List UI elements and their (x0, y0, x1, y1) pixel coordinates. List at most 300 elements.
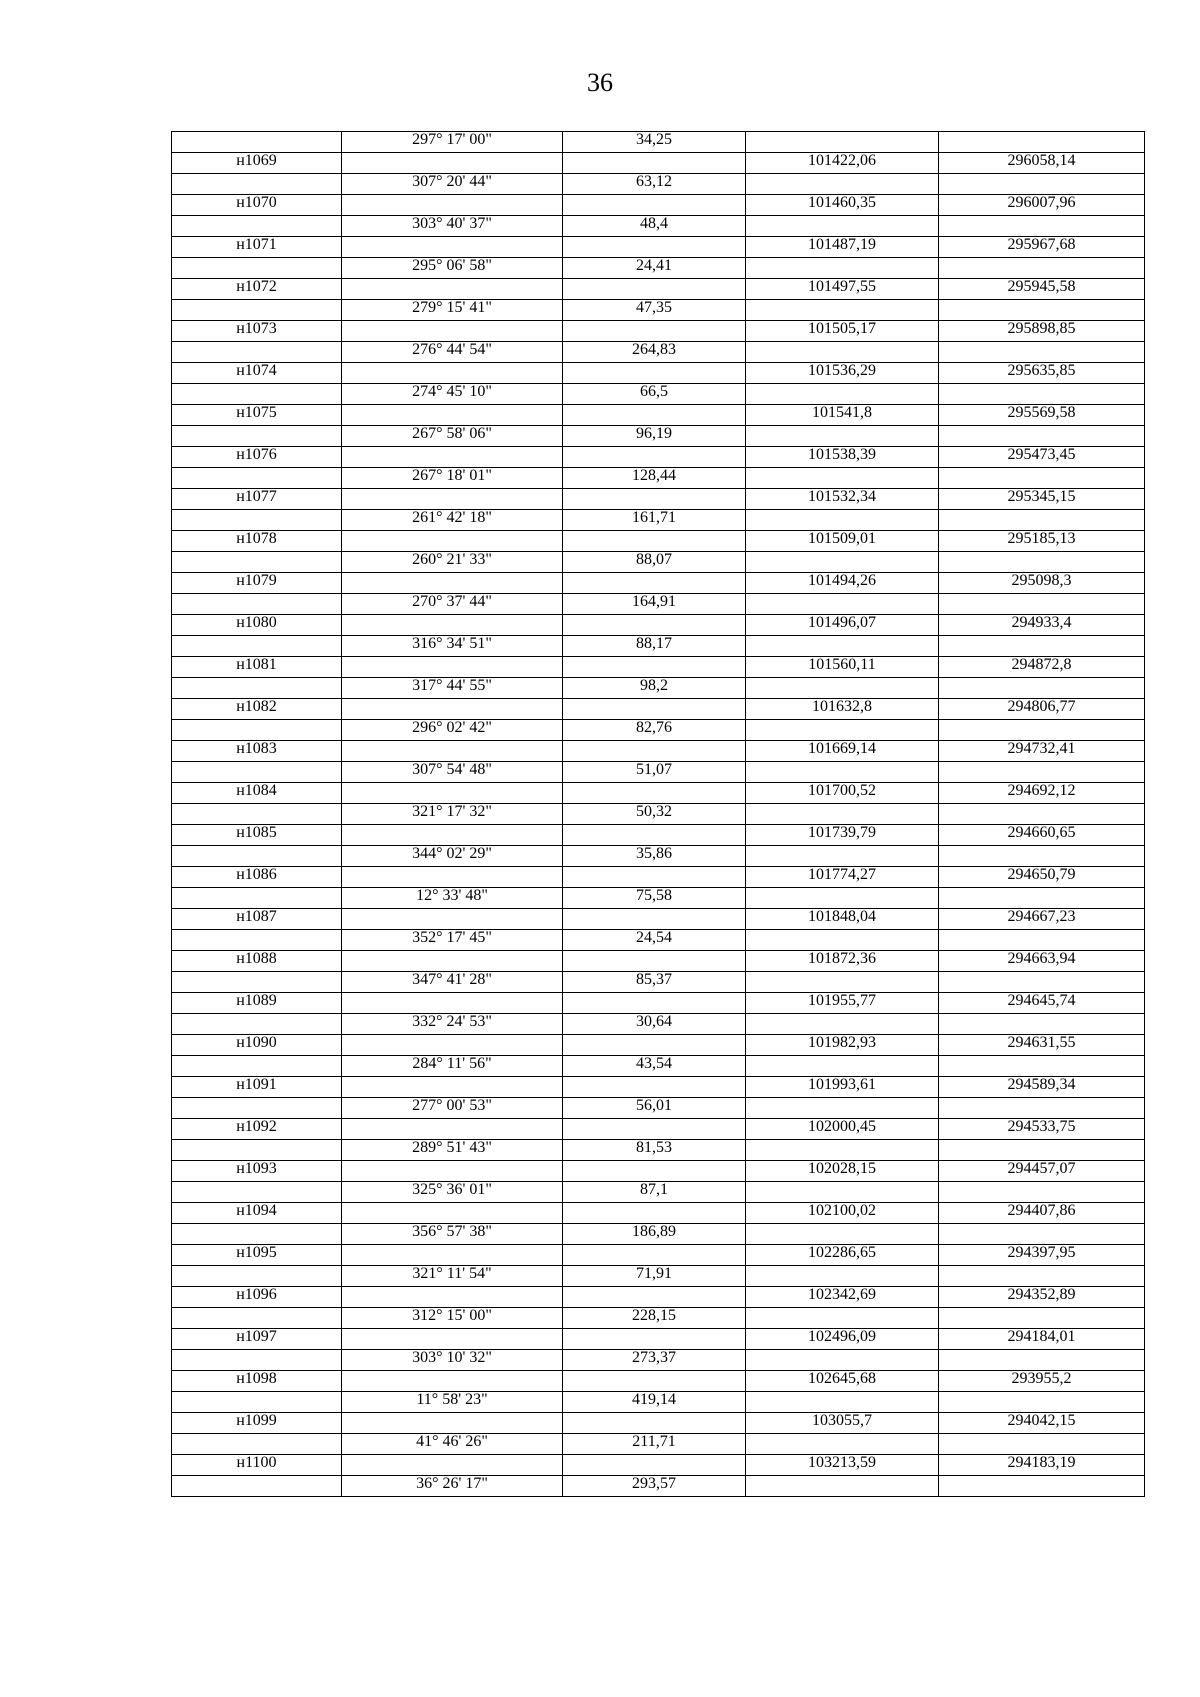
x-coordinate-cell: 101460,35 (746, 195, 939, 216)
direction-angle-cell (342, 993, 563, 1014)
direction-angle-cell (342, 1119, 563, 1140)
y-coordinate-cell (939, 678, 1145, 699)
y-coordinate-cell: 294645,74 (939, 993, 1145, 1014)
y-coordinate-cell: 295967,68 (939, 237, 1145, 258)
direction-angle-cell (342, 363, 563, 384)
x-coordinate-cell (746, 552, 939, 573)
y-coordinate-cell (939, 216, 1145, 237)
segment-length-cell: 164,91 (563, 594, 746, 615)
y-coordinate-cell (939, 552, 1145, 573)
x-coordinate-cell (746, 342, 939, 363)
direction-angle-cell: 303° 40' 37" (342, 216, 563, 237)
x-coordinate-cell: 101541,8 (746, 405, 939, 426)
point-name-cell: н1082 (172, 699, 342, 720)
point-name-cell: н1094 (172, 1203, 342, 1224)
table-row (172, 657, 1145, 678)
table-row (172, 195, 1145, 216)
segment-length-cell: 264,83 (563, 342, 746, 363)
y-coordinate-cell: 295185,13 (939, 531, 1145, 552)
segment-length-cell: 43,54 (563, 1056, 746, 1077)
direction-angle-cell: 317° 44' 55" (342, 678, 563, 699)
point-name-cell: н1097 (172, 1329, 342, 1350)
table-row (172, 636, 1145, 657)
point-name-cell (172, 636, 342, 657)
x-coordinate-cell (746, 1056, 939, 1077)
direction-angle-cell (342, 1371, 563, 1392)
table-row (172, 930, 1145, 951)
x-coordinate-cell (746, 468, 939, 489)
table-row (172, 678, 1145, 699)
direction-angle-cell: 344° 02' 29" (342, 846, 563, 867)
x-coordinate-cell (746, 720, 939, 741)
table-row (172, 699, 1145, 720)
y-coordinate-cell (939, 720, 1145, 741)
point-name-cell (172, 384, 342, 405)
x-coordinate-cell (746, 510, 939, 531)
y-coordinate-cell: 295635,85 (939, 363, 1145, 384)
y-coordinate-cell: 294042,15 (939, 1413, 1145, 1434)
segment-length-cell: 66,5 (563, 384, 746, 405)
segment-length-cell: 63,12 (563, 174, 746, 195)
point-name-cell: н1076 (172, 447, 342, 468)
y-coordinate-cell: 294667,23 (939, 909, 1145, 930)
y-coordinate-cell: 295098,3 (939, 573, 1145, 594)
point-name-cell (172, 1098, 342, 1119)
segment-length-cell: 50,32 (563, 804, 746, 825)
y-coordinate-cell: 293955,2 (939, 1371, 1145, 1392)
direction-angle-cell: 296° 02' 42" (342, 720, 563, 741)
direction-angle-cell: 325° 36' 01" (342, 1182, 563, 1203)
segment-length-cell: 419,14 (563, 1392, 746, 1413)
point-name-cell (172, 720, 342, 741)
direction-angle-cell (342, 615, 563, 636)
segment-length-cell (563, 1245, 746, 1266)
direction-angle-cell: 347° 41' 28" (342, 972, 563, 993)
direction-angle-cell (342, 405, 563, 426)
table-row (172, 1413, 1145, 1434)
y-coordinate-cell (939, 1014, 1145, 1035)
x-coordinate-cell (746, 1224, 939, 1245)
direction-angle-cell: 274° 45' 10" (342, 384, 563, 405)
segment-length-cell: 82,76 (563, 720, 746, 741)
point-name-cell: н1075 (172, 405, 342, 426)
direction-angle-cell: 270° 37' 44" (342, 594, 563, 615)
point-name-cell (172, 426, 342, 447)
x-coordinate-cell (746, 384, 939, 405)
y-coordinate-cell: 294352,89 (939, 1287, 1145, 1308)
direction-angle-cell (342, 1077, 563, 1098)
segment-length-cell (563, 279, 746, 300)
point-name-cell (172, 1056, 342, 1077)
point-name-cell: н1073 (172, 321, 342, 342)
x-coordinate-cell (746, 762, 939, 783)
x-coordinate-cell (746, 804, 939, 825)
direction-angle-cell (342, 1287, 563, 1308)
segment-length-cell: 161,71 (563, 510, 746, 531)
y-coordinate-cell (939, 426, 1145, 447)
direction-angle-cell: 41° 46' 26" (342, 1434, 563, 1455)
table-row (172, 1077, 1145, 1098)
table-row (172, 363, 1145, 384)
direction-angle-cell (342, 1329, 563, 1350)
y-coordinate-cell (939, 594, 1145, 615)
table-row (172, 573, 1145, 594)
segment-length-cell: 34,25 (563, 132, 746, 153)
segment-length-cell (563, 1413, 746, 1434)
y-coordinate-cell (939, 132, 1145, 153)
x-coordinate-cell (746, 846, 939, 867)
table-row (172, 1392, 1145, 1413)
table-row (172, 531, 1145, 552)
segment-length-cell: 87,1 (563, 1182, 746, 1203)
segment-length-cell (563, 1287, 746, 1308)
y-coordinate-cell: 296007,96 (939, 195, 1145, 216)
point-name-cell: н1100 (172, 1455, 342, 1476)
table-row (172, 153, 1145, 174)
point-name-cell: н1093 (172, 1161, 342, 1182)
x-coordinate-cell: 102645,68 (746, 1371, 939, 1392)
direction-angle-cell: 289° 51' 43" (342, 1140, 563, 1161)
direction-angle-cell: 332° 24' 53" (342, 1014, 563, 1035)
direction-angle-cell: 267° 58' 06" (342, 426, 563, 447)
direction-angle-cell (342, 1203, 563, 1224)
direction-angle-cell (342, 153, 563, 174)
segment-length-cell: 51,07 (563, 762, 746, 783)
segment-length-cell: 211,71 (563, 1434, 746, 1455)
table-row (172, 342, 1145, 363)
table-row (172, 615, 1145, 636)
point-name-cell: н1091 (172, 1077, 342, 1098)
y-coordinate-cell: 294692,12 (939, 783, 1145, 804)
point-name-cell (172, 300, 342, 321)
direction-angle-cell (342, 657, 563, 678)
table-row (172, 468, 1145, 489)
y-coordinate-cell (939, 888, 1145, 909)
point-name-cell: н1078 (172, 531, 342, 552)
x-coordinate-cell (746, 1476, 939, 1497)
x-coordinate-cell (746, 678, 939, 699)
direction-angle-cell: 297° 17' 00" (342, 132, 563, 153)
coordinates-table-body (172, 132, 1145, 1497)
segment-length-cell: 186,89 (563, 1224, 746, 1245)
segment-length-cell: 24,41 (563, 258, 746, 279)
x-coordinate-cell (746, 930, 939, 951)
point-name-cell (172, 1350, 342, 1371)
x-coordinate-cell: 103055,7 (746, 1413, 939, 1434)
table-row (172, 1455, 1145, 1476)
table-row (172, 1140, 1145, 1161)
y-coordinate-cell: 295945,58 (939, 279, 1145, 300)
x-coordinate-cell (746, 1182, 939, 1203)
y-coordinate-cell (939, 636, 1145, 657)
x-coordinate-cell: 101982,93 (746, 1035, 939, 1056)
segment-length-cell (563, 1329, 746, 1350)
x-coordinate-cell: 101487,19 (746, 237, 939, 258)
point-name-cell: н1090 (172, 1035, 342, 1056)
table-row (172, 279, 1145, 300)
y-coordinate-cell: 294806,77 (939, 699, 1145, 720)
segment-length-cell (563, 657, 746, 678)
table-row (172, 846, 1145, 867)
point-name-cell (172, 678, 342, 699)
table-row (172, 1434, 1145, 1455)
point-name-cell (172, 804, 342, 825)
y-coordinate-cell (939, 174, 1145, 195)
segment-length-cell (563, 1203, 746, 1224)
segment-length-cell: 48,4 (563, 216, 746, 237)
coordinates-table (171, 131, 1145, 1497)
x-coordinate-cell: 102000,45 (746, 1119, 939, 1140)
x-coordinate-cell: 102028,15 (746, 1161, 939, 1182)
table-row (172, 174, 1145, 195)
y-coordinate-cell (939, 468, 1145, 489)
direction-angle-cell: 321° 17' 32" (342, 804, 563, 825)
segment-length-cell: 85,37 (563, 972, 746, 993)
y-coordinate-cell: 294631,55 (939, 1035, 1145, 1056)
x-coordinate-cell: 101509,01 (746, 531, 939, 552)
segment-length-cell (563, 615, 746, 636)
table-row (172, 951, 1145, 972)
x-coordinate-cell (746, 1266, 939, 1287)
x-coordinate-cell (746, 1308, 939, 1329)
table-row (172, 1350, 1145, 1371)
point-name-cell: н1070 (172, 195, 342, 216)
table-row (172, 1287, 1145, 1308)
x-coordinate-cell: 102100,02 (746, 1203, 939, 1224)
segment-length-cell (563, 909, 746, 930)
segment-length-cell: 293,57 (563, 1476, 746, 1497)
y-coordinate-cell (939, 1350, 1145, 1371)
point-name-cell (172, 846, 342, 867)
point-name-cell: н1083 (172, 741, 342, 762)
x-coordinate-cell (746, 1014, 939, 1035)
direction-angle-cell: 303° 10' 32" (342, 1350, 563, 1371)
y-coordinate-cell: 294183,19 (939, 1455, 1145, 1476)
direction-angle-cell (342, 741, 563, 762)
x-coordinate-cell: 101532,34 (746, 489, 939, 510)
direction-angle-cell (342, 1035, 563, 1056)
direction-angle-cell: 36° 26' 17" (342, 1476, 563, 1497)
y-coordinate-cell: 294457,07 (939, 1161, 1145, 1182)
x-coordinate-cell: 101538,39 (746, 447, 939, 468)
table-row (172, 1476, 1145, 1497)
segment-length-cell: 30,64 (563, 1014, 746, 1035)
x-coordinate-cell: 101848,04 (746, 909, 939, 930)
segment-length-cell: 96,19 (563, 426, 746, 447)
segment-length-cell: 56,01 (563, 1098, 746, 1119)
segment-length-cell (563, 783, 746, 804)
table-row (172, 1266, 1145, 1287)
point-name-cell: н1072 (172, 279, 342, 300)
direction-angle-cell (342, 279, 563, 300)
segment-length-cell: 88,17 (563, 636, 746, 657)
segment-length-cell (563, 237, 746, 258)
x-coordinate-cell (746, 300, 939, 321)
y-coordinate-cell: 296058,14 (939, 153, 1145, 174)
direction-angle-cell (342, 699, 563, 720)
point-name-cell: н1089 (172, 993, 342, 1014)
point-name-cell (172, 1266, 342, 1287)
table-row (172, 1182, 1145, 1203)
point-name-cell (172, 1014, 342, 1035)
point-name-cell (172, 1308, 342, 1329)
point-name-cell (172, 1392, 342, 1413)
table-row (172, 132, 1145, 153)
segment-length-cell (563, 867, 746, 888)
point-name-cell (172, 510, 342, 531)
segment-length-cell: 24,54 (563, 930, 746, 951)
x-coordinate-cell (746, 132, 939, 153)
point-name-cell: н1071 (172, 237, 342, 258)
x-coordinate-cell: 101632,8 (746, 699, 939, 720)
table-row (172, 258, 1145, 279)
x-coordinate-cell: 103213,59 (746, 1455, 939, 1476)
direction-angle-cell: 277° 00' 53" (342, 1098, 563, 1119)
x-coordinate-cell: 101422,06 (746, 153, 939, 174)
table-row (172, 825, 1145, 846)
point-name-cell (172, 972, 342, 993)
x-coordinate-cell: 102496,09 (746, 1329, 939, 1350)
table-row (172, 426, 1145, 447)
segment-length-cell: 273,37 (563, 1350, 746, 1371)
point-name-cell: н1085 (172, 825, 342, 846)
y-coordinate-cell: 294589,34 (939, 1077, 1145, 1098)
point-name-cell (172, 1182, 342, 1203)
point-name-cell: н1092 (172, 1119, 342, 1140)
table-row (172, 300, 1145, 321)
y-coordinate-cell (939, 930, 1145, 951)
table-row (172, 447, 1145, 468)
segment-length-cell (563, 1371, 746, 1392)
point-name-cell (172, 174, 342, 195)
direction-angle-cell: 316° 34' 51" (342, 636, 563, 657)
x-coordinate-cell (746, 594, 939, 615)
direction-angle-cell: 12° 33' 48" (342, 888, 563, 909)
point-name-cell (172, 888, 342, 909)
point-name-cell: н1077 (172, 489, 342, 510)
x-coordinate-cell: 101669,14 (746, 741, 939, 762)
x-coordinate-cell: 101494,26 (746, 573, 939, 594)
y-coordinate-cell: 295345,15 (939, 489, 1145, 510)
segment-length-cell (563, 447, 746, 468)
point-name-cell (172, 930, 342, 951)
point-name-cell (172, 1434, 342, 1455)
point-name-cell (172, 594, 342, 615)
table-row (172, 1119, 1145, 1140)
segment-length-cell (563, 405, 746, 426)
x-coordinate-cell (746, 636, 939, 657)
table-row (172, 993, 1145, 1014)
y-coordinate-cell (939, 846, 1145, 867)
direction-angle-cell (342, 1245, 563, 1266)
y-coordinate-cell (939, 510, 1145, 531)
segment-length-cell (563, 1119, 746, 1140)
direction-angle-cell: 261° 42' 18" (342, 510, 563, 531)
point-name-cell: н1086 (172, 867, 342, 888)
table-row (172, 1371, 1145, 1392)
x-coordinate-cell (746, 1140, 939, 1161)
point-name-cell: н1079 (172, 573, 342, 594)
table-row (172, 321, 1145, 342)
x-coordinate-cell: 101774,27 (746, 867, 939, 888)
x-coordinate-cell (746, 258, 939, 279)
y-coordinate-cell: 295898,85 (939, 321, 1145, 342)
point-name-cell: н1081 (172, 657, 342, 678)
x-coordinate-cell (746, 1350, 939, 1371)
segment-length-cell (563, 699, 746, 720)
x-coordinate-cell: 101993,61 (746, 1077, 939, 1098)
y-coordinate-cell: 295569,58 (939, 405, 1145, 426)
y-coordinate-cell: 294397,95 (939, 1245, 1145, 1266)
segment-length-cell (563, 1455, 746, 1476)
x-coordinate-cell (746, 174, 939, 195)
direction-angle-cell: 312° 15' 00" (342, 1308, 563, 1329)
y-coordinate-cell (939, 804, 1145, 825)
table-row (172, 237, 1145, 258)
table-row (172, 783, 1145, 804)
segment-length-cell (563, 489, 746, 510)
table-row (172, 552, 1145, 573)
table-row (172, 216, 1145, 237)
direction-angle-cell: 11° 58' 23" (342, 1392, 563, 1413)
table-row (172, 1161, 1145, 1182)
point-name-cell (172, 258, 342, 279)
x-coordinate-cell: 101560,11 (746, 657, 939, 678)
y-coordinate-cell: 294533,75 (939, 1119, 1145, 1140)
segment-length-cell (563, 573, 746, 594)
table-row (172, 909, 1145, 930)
direction-angle-cell (342, 573, 563, 594)
table-row (172, 405, 1145, 426)
direction-angle-cell: 295° 06' 58" (342, 258, 563, 279)
y-coordinate-cell (939, 1056, 1145, 1077)
x-coordinate-cell: 101497,55 (746, 279, 939, 300)
direction-angle-cell (342, 1413, 563, 1434)
table-row (172, 1014, 1145, 1035)
direction-angle-cell: 307° 20' 44" (342, 174, 563, 195)
table-row (172, 1203, 1145, 1224)
y-coordinate-cell (939, 1392, 1145, 1413)
x-coordinate-cell (746, 426, 939, 447)
y-coordinate-cell (939, 384, 1145, 405)
point-name-cell (172, 552, 342, 573)
y-coordinate-cell (939, 258, 1145, 279)
x-coordinate-cell: 101739,79 (746, 825, 939, 846)
y-coordinate-cell: 294184,01 (939, 1329, 1145, 1350)
table-row (172, 972, 1145, 993)
point-name-cell (172, 468, 342, 489)
segment-length-cell: 35,86 (563, 846, 746, 867)
segment-length-cell (563, 993, 746, 1014)
y-coordinate-cell (939, 1476, 1145, 1497)
table-row (172, 489, 1145, 510)
direction-angle-cell: 307° 54' 48" (342, 762, 563, 783)
y-coordinate-cell (939, 1308, 1145, 1329)
table-row (172, 762, 1145, 783)
direction-angle-cell (342, 237, 563, 258)
point-name-cell (172, 762, 342, 783)
y-coordinate-cell: 294872,8 (939, 657, 1145, 678)
y-coordinate-cell (939, 1140, 1145, 1161)
table-row (172, 888, 1145, 909)
x-coordinate-cell (746, 1434, 939, 1455)
table-row (172, 804, 1145, 825)
segment-length-cell (563, 951, 746, 972)
x-coordinate-cell: 101955,77 (746, 993, 939, 1014)
y-coordinate-cell (939, 1224, 1145, 1245)
y-coordinate-cell (939, 1182, 1145, 1203)
x-coordinate-cell (746, 1098, 939, 1119)
